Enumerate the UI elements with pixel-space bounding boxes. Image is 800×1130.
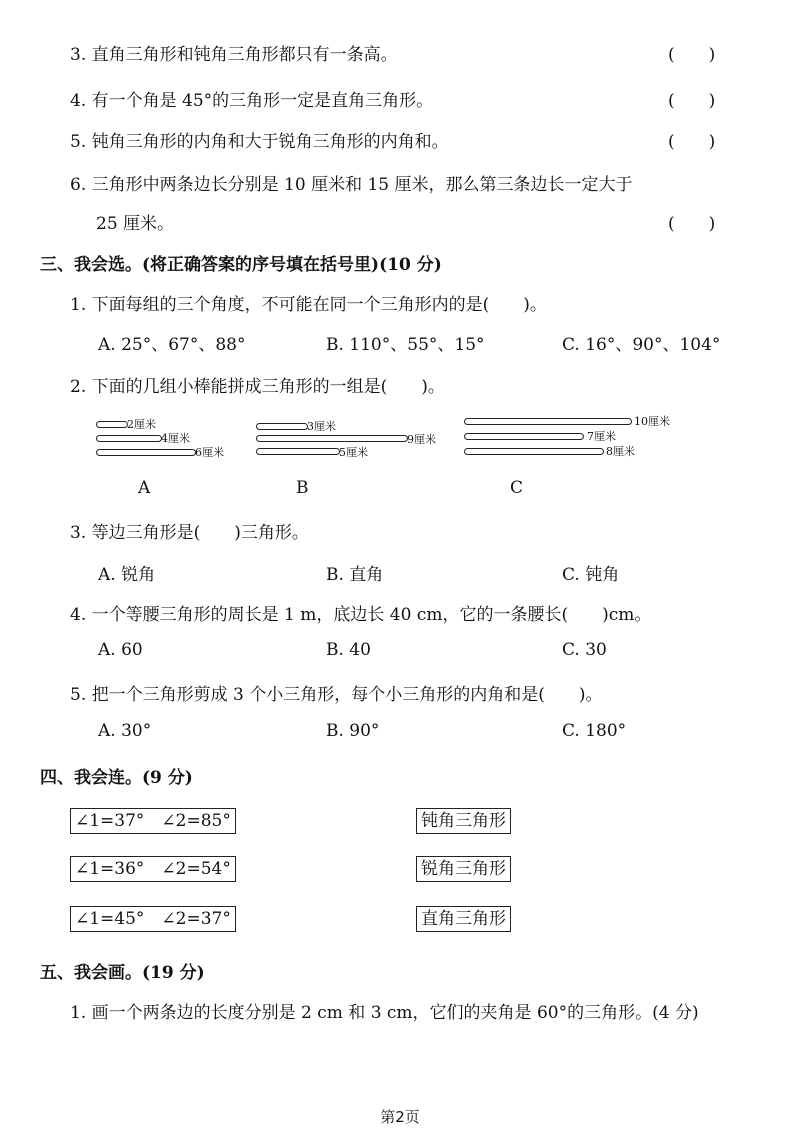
stick xyxy=(256,423,308,430)
choice-q4: 4. 一个等腰三角形的周长是 1 m，底边长 40 cm，它的一条腰长( )cm。 xyxy=(70,605,652,625)
triangle-type-box-1[interactable]: 钝角三角形 xyxy=(416,808,511,834)
angle-box-3[interactable]: ∠1=45° ∠2=37° xyxy=(70,906,236,932)
option-b[interactable]: B. 110°、55°、15° xyxy=(326,335,485,355)
stick xyxy=(464,418,632,425)
option-a[interactable]: A. 锐角 xyxy=(98,565,156,585)
stick-label: 5厘米 xyxy=(339,446,368,459)
stick-label: 4厘米 xyxy=(161,432,190,445)
section-3-title: 三、我会选。(将正确答案的序号填在括号里)(10 分) xyxy=(40,255,442,275)
page-number: 第2页 xyxy=(380,1108,420,1126)
group-label: C xyxy=(510,478,524,498)
judge-item-6 xyxy=(70,170,633,195)
item-text: 直角三角形和钝角三角形都只有一条高。 xyxy=(91,45,398,65)
item-text: 三角形中两条边长分别是 10 厘米和 15 厘米，那么第三条边长一定大于 xyxy=(91,175,633,195)
item-number: 3. xyxy=(70,45,87,65)
option-c[interactable]: C. 180° xyxy=(562,721,627,741)
option-c[interactable]: C. 钝角 xyxy=(562,565,620,585)
item-text: 有一个角是 45°的三角形一定是直角三角形。 xyxy=(91,91,434,111)
section-4-title: 四、我会连。(9 分) xyxy=(40,768,193,788)
option-b[interactable]: B. 40 xyxy=(326,640,371,660)
option-c[interactable]: C. 30 xyxy=(562,640,607,660)
judge-item-5 xyxy=(70,127,449,152)
group-label: B xyxy=(296,478,309,498)
choice-q1: 1. 下面每组的三个角度，不可能在同一个三角形内的是( )。 xyxy=(70,295,547,315)
stick xyxy=(464,448,604,455)
section-5-title: 五、我会画。(19 分) xyxy=(40,963,205,983)
angle-box-1[interactable]: ∠1=37° ∠2=85° xyxy=(70,808,236,834)
stick-label: 8厘米 xyxy=(606,445,635,458)
item-number: 5. xyxy=(70,132,87,152)
judge-item-4 xyxy=(70,86,433,111)
option-a[interactable]: A. 60 xyxy=(98,640,143,660)
draw-q1: 1. 画一个两条边的长度分别是 2 cm 和 3 cm，它们的夹角是 60°的三角形。(4 分) xyxy=(70,1003,699,1023)
answer-paren[interactable]: ( ) xyxy=(668,45,716,65)
stick-label: 10厘米 xyxy=(634,415,670,428)
stick xyxy=(96,421,128,428)
triangle-type-box-3[interactable]: 直角三角形 xyxy=(416,906,511,932)
item-number: 6. xyxy=(70,175,87,195)
option-a[interactable]: A. 25°、67°、88° xyxy=(98,335,246,355)
option-b[interactable]: B. 90° xyxy=(326,721,380,741)
answer-paren[interactable]: ( ) xyxy=(668,214,716,234)
option-b[interactable]: B. 直角 xyxy=(326,565,384,585)
option-a[interactable]: A. 30° xyxy=(98,721,152,741)
stick xyxy=(96,449,196,456)
choice-q3: 3. 等边三角形是( )三角形。 xyxy=(70,523,309,543)
judge-item-6-continued: 25 厘米。 xyxy=(96,214,175,234)
stick-label: 9厘米 xyxy=(407,433,436,446)
item-number: 4. xyxy=(70,91,87,111)
choice-q2: 2. 下面的几组小棒能拼成三角形的一组是( )。 xyxy=(70,377,445,397)
option-c[interactable]: C. 16°、90°、104° xyxy=(562,335,721,355)
group-label: A xyxy=(138,478,151,498)
choice-q5: 5. 把一个三角形剪成 3 个小三角形，每个小三角形的内角和是( )。 xyxy=(70,685,603,705)
stick-label: 7厘米 xyxy=(587,430,616,443)
triangle-type-box-2[interactable]: 锐角三角形 xyxy=(416,856,511,882)
stick xyxy=(464,433,584,440)
answer-paren[interactable]: ( ) xyxy=(668,132,716,152)
stick xyxy=(96,435,162,442)
judge-item-3 xyxy=(70,40,398,65)
angle-box-2[interactable]: ∠1=36° ∠2=54° xyxy=(70,856,236,882)
stick-label: 2厘米 xyxy=(127,418,156,431)
stick-label: 6厘米 xyxy=(195,446,224,459)
stick-label: 3厘米 xyxy=(307,420,336,433)
stick xyxy=(256,448,340,455)
item-text: 钝角三角形的内角和大于锐角三角形的内角和。 xyxy=(91,132,449,152)
answer-paren[interactable]: ( ) xyxy=(668,91,716,111)
stick xyxy=(256,435,408,442)
